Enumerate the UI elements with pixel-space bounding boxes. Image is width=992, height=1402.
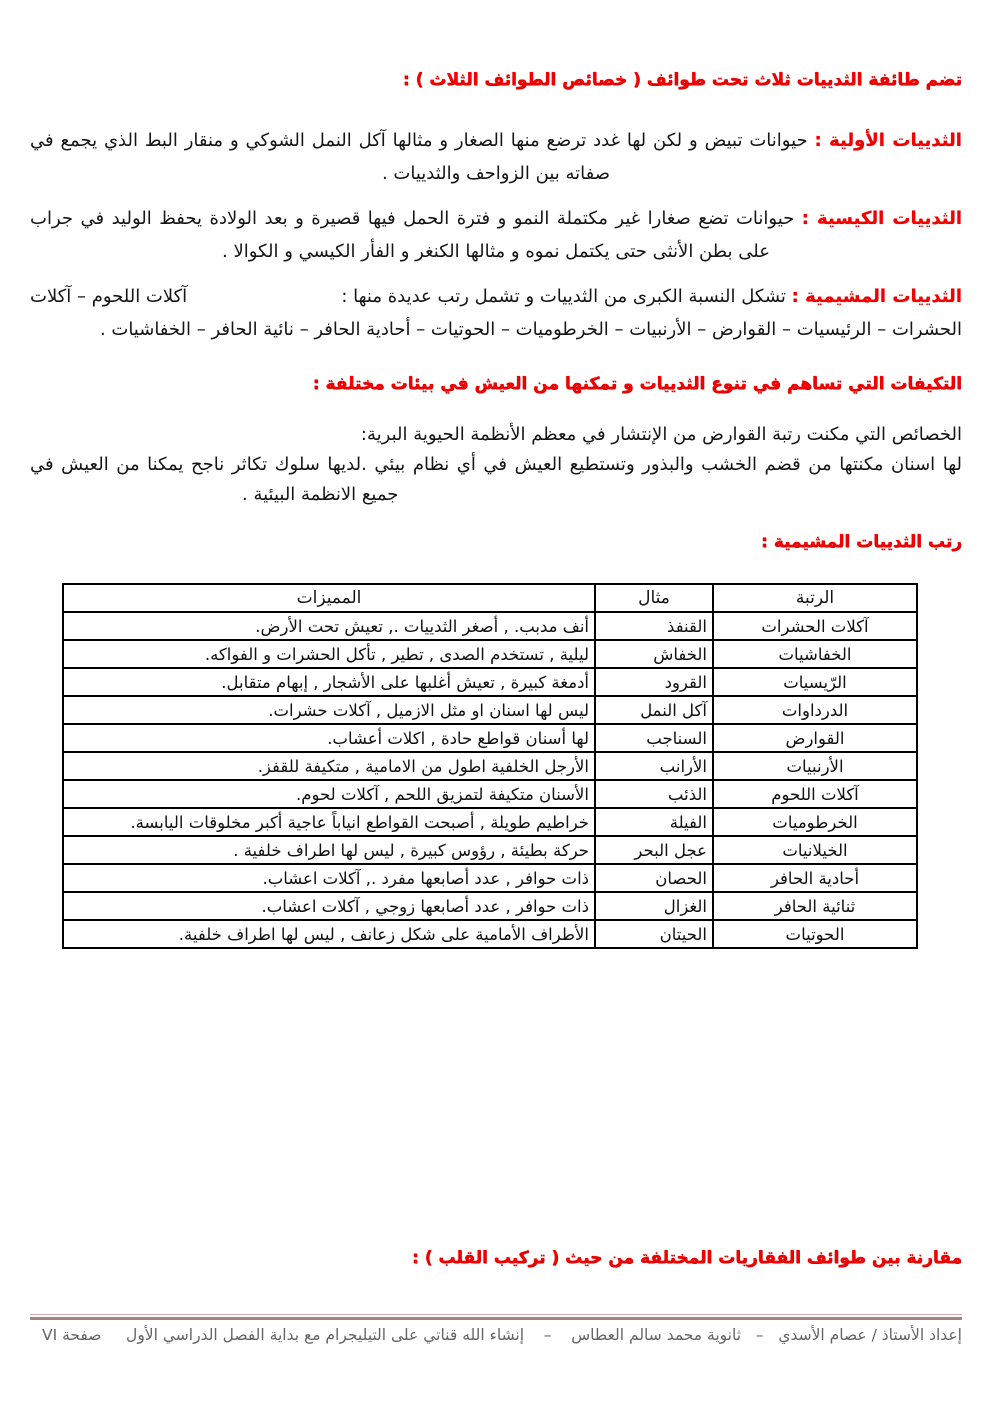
para-marsupials-text: حيوانات تضع صغارا غير مكتملة النمو و فترة الحمل فيها قصيرة و بعد الولادة يحفظ الوليد في جراب — [30, 208, 795, 229]
para-prototheria — [30, 124, 962, 190]
cell-order: آكلات الحشرات — [713, 612, 917, 640]
heading-heart-comparison: مقارنة بين طوائف الفقاريات المختلفة من حيث ( تركيب القلب ) : — [412, 1248, 962, 1268]
header-features: المميزات — [63, 584, 595, 612]
cell-order: الحوتيات — [713, 920, 917, 948]
para-placentals — [30, 280, 962, 346]
placental-orders-table — [62, 583, 918, 949]
orders-table-head — [63, 584, 917, 612]
cell-features: ذات حوافر , عدد أصابعها زوجي , آكلات اعشاب. — [63, 892, 595, 920]
para-rodent-traits-line3: جميع الانظمة البيئية . — [242, 484, 399, 505]
para-placentals-start — [341, 280, 962, 313]
orders-table-row — [63, 752, 917, 780]
cell-order: الخيلانيات — [713, 836, 917, 864]
cell-features: خراطيم طويلة , أصبحت القواطع انياباً عاجية أكبر مخلوقات اليابسة. — [63, 808, 595, 836]
orders-table-row — [63, 696, 917, 724]
para-marsupials-line2: على بطن الأنثى حتى يكتمل نموه و مثالها الكنغر و الفأر الكيسي و الكوالا . — [222, 241, 770, 262]
para-marsupials-line1 — [30, 202, 962, 235]
orders-table-row — [63, 640, 917, 668]
cell-features: لها أسنان قواطع حادة , اكلات أعشاب. — [63, 724, 595, 752]
para-placentals-text: تشكل النسبة الكبرى من الثدييات و تشمل رتب عديدة منها : — [341, 286, 786, 307]
cell-features: ليس لها اسنان او مثل الازميل , آكلات حشرات. — [63, 696, 595, 724]
orders-table-row — [63, 892, 917, 920]
orders-table-row — [63, 668, 917, 696]
cell-order: الخفاشيات — [713, 640, 917, 668]
orders-table-row — [63, 780, 917, 808]
para-placentals-line1-tail: آكلات اللحوم – آكلات — [30, 286, 188, 307]
cell-example: السناجب — [595, 724, 713, 752]
para-placentals-line2: الحشرات – الرئيسيات – القوارض – الأرنبيات – الخرطوميات – الحوتيات – أحادية الحافر – نائية الحافر – الخفاشيات . — [99, 319, 962, 340]
para-prototheria-text: حيوانات تبيض و لكن لها غدد ترضع منها الصغار و مثالها آكل النمل الشوكي و منقار البط الذي يجمع في — [30, 130, 808, 151]
cell-order: الخرطوميات — [713, 808, 917, 836]
orders-table-row — [63, 864, 917, 892]
orders-table-body — [63, 612, 917, 948]
cell-order: ثنائية الحافر — [713, 892, 917, 920]
cell-order: الدرداوات — [713, 696, 917, 724]
footer-divider — [30, 1314, 962, 1320]
cell-order: آكلات اللحوم — [713, 780, 917, 808]
para-rodent-traits-line1: الخصائص التي مكنت رتبة القوارض من الإنتشار في معظم الأنظمة الحيوية البرية: — [360, 424, 962, 445]
cell-example: الفيلة — [595, 808, 713, 836]
para-prototheria-line2: صفاته بين الزواحف والثدييات . — [381, 163, 611, 184]
header-order: الرتبة — [713, 584, 917, 612]
cell-example: الحصان — [595, 864, 713, 892]
cell-features: حركة بطيئة , رؤوس كبيرة , ليس لها اطراف خلفية . — [63, 836, 595, 864]
cell-example: القنفذ — [595, 612, 713, 640]
orders-table-row — [63, 724, 917, 752]
cell-features: ذات حوافر , عدد أصابعها مفرد ., آكلات اعشاب. — [63, 864, 595, 892]
cell-example: آكل النمل — [595, 696, 713, 724]
cell-features: ليلية , تستخدم الصدى , تطير , تأكل الحشرات و الفواكه. — [63, 640, 595, 668]
cell-features: أنف مدبب. , أصغر الثدييات ., تعيش تحت الأرض. — [63, 612, 595, 640]
cell-order: القوارض — [713, 724, 917, 752]
cell-features: أدمغة كبيرة , تعيش أغلبها على الأشجار , إبهام متقابل. — [63, 668, 595, 696]
orders-table-row — [63, 836, 917, 864]
cell-example: الغزال — [595, 892, 713, 920]
cell-example: الحيتان — [595, 920, 713, 948]
cell-example: القرود — [595, 668, 713, 696]
para-placentals-lead: الثدييات المشيمية : — [791, 286, 962, 307]
para-prototheria-line1 — [30, 124, 962, 157]
cell-example: الذئب — [595, 780, 713, 808]
orders-table-row — [63, 920, 917, 948]
para-rodent-traits-line2: لها اسنان مكنتها من قضم الخشب والبذور وتستطيع العيش في أي نظام بيئي .لديها سلوك تكاثر ناجح يمكنا من العيش في — [30, 454, 962, 475]
heading-adaptations: التكيفات التي تساهم في تنوع الثدييات و تمكنها من العيش في بيئات مختلفة : — [312, 374, 962, 394]
cell-features: الأرجل الخلفية اطول من الامامية , متكيفة للقفز. — [63, 752, 595, 780]
cell-example: عجل البحر — [595, 836, 713, 864]
cell-features: الأطراف الأمامية على شكل زعانف , ليس لها اطراف خلفية. — [63, 920, 595, 948]
heading-mammal-subclasses: تضم طائفة الثدييات ثلاث تحت طوائف ( خصائص الطوائف الثلاث ) : — [402, 70, 962, 90]
para-rodent-traits — [30, 420, 962, 510]
orders-table-row — [63, 612, 917, 640]
orders-table-row — [63, 808, 917, 836]
heading-placental-orders: رتب الثدييات المشيمية : — [761, 532, 962, 552]
para-prototheria-lead: الثدييات الأولية : — [814, 130, 962, 151]
footer-credit: إعداد الأستاذ / عصام الأسدي – ثانوية محمد سالم العطاس – إنشاء الله قناتي على التيليجرام مع بداية الفصل الدراسي الأول صفحة VI — [41, 1326, 962, 1344]
cell-order: الرّيسيات — [713, 668, 917, 696]
cell-order: أحادية الحافر — [713, 864, 917, 892]
para-placentals-line1 — [30, 280, 962, 313]
cell-order: الأرنبيات — [713, 752, 917, 780]
cell-example: الأرانب — [595, 752, 713, 780]
cell-features: الأسنان متكيفة لتمزيق اللحم , آكلات لحوم. — [63, 780, 595, 808]
cell-example: الخفاش — [595, 640, 713, 668]
orders-table-header-row — [63, 584, 917, 612]
para-marsupials — [30, 202, 962, 268]
header-example: مثال — [595, 584, 713, 612]
para-marsupials-lead: الثدييات الكيسية : — [801, 208, 963, 229]
